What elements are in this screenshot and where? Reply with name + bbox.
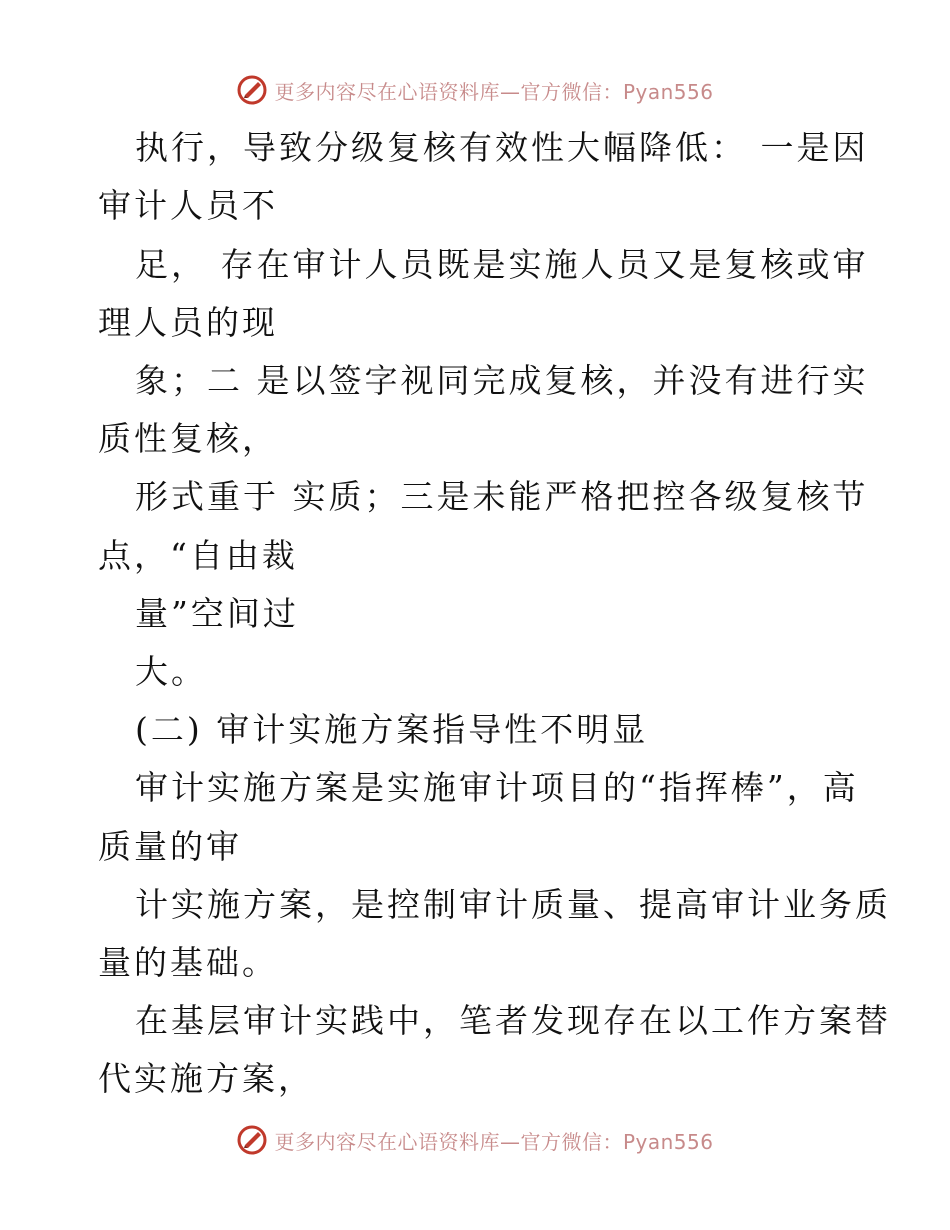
body-line-15: 量的基础。 [98,943,278,982]
section-heading: (二) 审计实施方案指导性不明显 [135,710,649,749]
logo-icon [236,74,268,106]
body-line-9: 量”空间过 [135,594,299,633]
body-line-13: 质量的审 [98,827,242,866]
body-line-16: 在基层审计实践中，笔者发现存在以工作方案替 [135,1001,891,1040]
body-line-7: 形式重于 实质；三是未能严格把控各级复核节 [135,477,869,516]
body-line-12: 审计实施方案是实施审计项目的“指挥棒”，高 [135,768,859,807]
logo-icon [236,1124,268,1156]
header-watermark-text: 更多内容尽在心语资料库—官方微信：Pyan556 [274,79,714,104]
header-watermark-banner [0,70,950,110]
body-line-3: 足， 存在审计人员既是实施人员又是复核或审 [135,245,869,284]
body-line-1: 执行，导致分级复核有效性大幅降低： 一是因 [135,128,869,167]
body-line-4: 理人员的现 [98,303,278,342]
body-line-2: 审计人员不 [98,186,278,225]
body-line-17: 代实施方案， [98,1059,314,1098]
body-line-5: 象；二 是以签字视同完成复核，并没有进行实 [135,361,869,400]
body-line-14: 计实施方案，是控制审计质量、提高审计业务质 [135,885,891,924]
body-line-10: 大。 [135,652,207,691]
footer-watermark-text: 更多内容尽在心语资料库—官方微信：Pyan556 [274,1129,714,1154]
footer-watermark-banner [0,1120,950,1160]
body-line-8: 点，“自由裁 [98,536,298,575]
body-line-6: 质性复核， [98,419,278,458]
